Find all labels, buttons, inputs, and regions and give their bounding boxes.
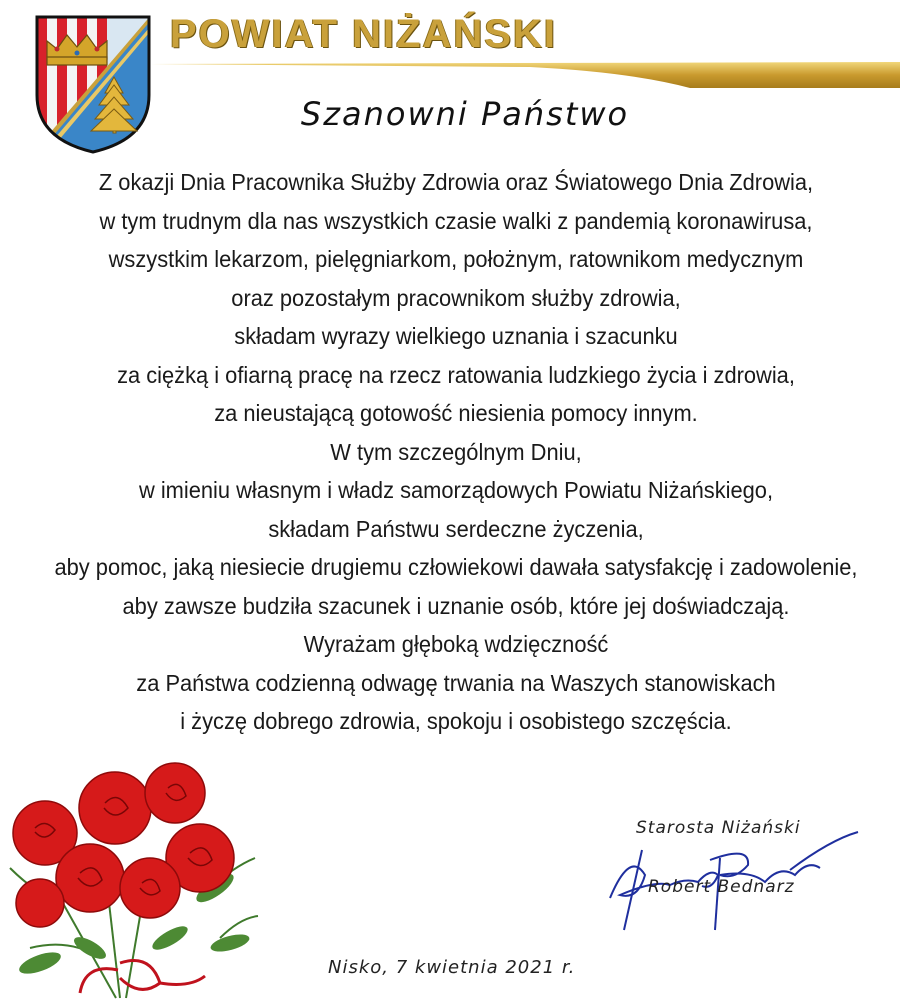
letter-body [32,163,880,741]
gold-ribbon [150,62,900,88]
letter-line: składam Państwu serdeczne życzenia, [268,515,644,542]
letter-line: W tym szczególnym Dniu, [330,438,582,465]
letter-line: wszystkim lekarzom, pielęgniarkom, położnym, ratownikom medycznym [108,246,804,272]
letter-line: za ciężką i ofiarną pracę na rzecz ratowania ludzkiego życia i zdrowia, [117,361,795,388]
coat-of-arms-icon [33,13,153,155]
letter-line: aby pomoc, jaką niesiecie drugiemu człowiekowi dawała satysfakcję i zadowolenie, [54,554,858,580]
salutation: Szanowni Państwo [300,95,630,133]
letter-line: oraz pozostałym pracownikom służby zdrowia, [231,284,681,311]
letter-line: Wyrażam głęboką wdzięczność [303,631,609,657]
brand-title: POWIAT NIŻAŃSKI [170,12,558,56]
signature-role: Starosta Niżański [636,818,801,838]
letter-line: i życzę dobrego zdrowia, spokoju i osobistego szczęścia. [180,708,732,734]
letter-line: w tym trudnym dla nas wszystkich czasie walki z pandemią koronawirusa, [99,207,813,234]
letter-line: aby zawsze budziła szacunek i uznanie osób, które jej doświadczają. [122,592,790,619]
letter-date: Nisko, 7 kwietnia 2021 r. [328,957,576,978]
letter-line: w imieniu własnym i władz samorządowych Powiatu Niżańskiego, [138,477,774,503]
letter-line: za nieustającą gotowość niesienia pomocy innym. [214,400,698,426]
signature-name: Robert Bednarz [648,877,795,897]
letter-line: składam wyrazy wielkiego uznania i szacunku [234,323,678,349]
roses-bouquet-icon [0,748,260,1000]
letter-line: Z okazji Dnia Pracownika Służby Zdrowia oraz Światowego Dnia Zdrowia, [98,169,814,195]
letter-line: za Państwa codzienną odwagę trwania na Waszych stanowiskach [136,669,776,696]
